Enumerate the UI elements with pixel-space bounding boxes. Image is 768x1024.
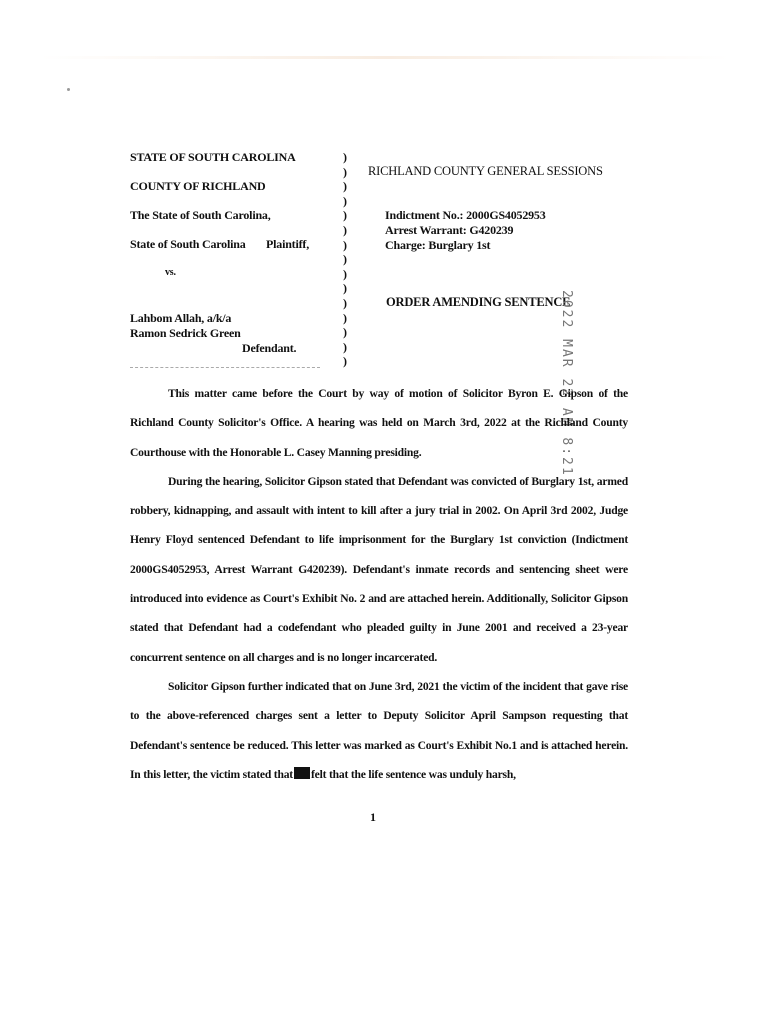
charge: Charge: Burglary 1st [385,238,491,252]
page-number: 1 [370,810,376,824]
order-title: ORDER AMENDING SENTENCE [386,295,571,309]
paragraph-3-part-b: felt that the life sentence was unduly harsh, [310,767,516,781]
state-heading: STATE OF SOUTH CAROLINA [130,150,296,164]
caption-divider: ) ) ) ) ) ) ) ) ) ) ) ) ) ) ) [343,150,347,369]
filing-stamp: 2022 MAR 22 AM 8:21 [559,290,574,477]
party-one: The State of South Carolina, [130,208,271,222]
court-heading: RICHLAND COUNTY GENERAL SESSIONS [368,164,603,178]
defendant-name-line2: Ramon Sedrick Green [130,326,241,340]
paragraph-1: This matter came before the Court by way of motion of Solicitor Byron E. Gipson of the Richland County Solicitor's Office. A hearing was held on March 3rd, 2022 at the Richland County Courthouse with the Honorable L. Casey Manning presiding. [130,387,628,459]
county-heading: COUNTY OF RICHLAND [130,179,266,193]
redaction-block [294,767,310,779]
scan-artifact [40,56,730,59]
defendant-role: Defendant. [242,341,297,355]
arrest-warrant: Arrest Warrant: G420239 [385,223,514,237]
paragraph-2: During the hearing, Solicitor Gipson stated that Defendant was convicted of Burglary 1st, armed robbery, kidnapping, and assault with intent to kill after a jury trial in 2002. On April 3rd 2002, Judge Henry Floyd sentenced Defendant to life imprisonment for the Burglary 1st conviction (Indictment 2000GS4052953, Arrest Warrant G420239). Defendant's inmate records and sentencing sheet were introduced into evidence as Court's Exhibit No. 2 and are attached herein. Additionally, Solicitor Gipson stated that Defendant had a codefendant who pleaded guilty in June 2001 and received a 23-year concurrent sentence on all charges and is no longer incarcerated. [130,474,628,664]
scan-speck [67,88,70,91]
party-two-role: Plaintiff, [266,237,309,251]
defendant-name-line1: Lahbom Allah, a/k/a [130,311,232,325]
caption-rule [130,367,320,368]
versus: vs. [165,267,176,278]
indictment-number: Indictment No.: 2000GS4052953 [385,208,546,222]
paragraph-3-part-a: Solicitor Gipson further indicated that on June 3rd, 2021 the victim of the incident that gave rise to the above-referenced charges sent a letter to Deputy Solicitor April Sampson requesting that Defendant's sentence be reduced. This letter was marked as Court's Exhibit No.1 and is attached herein. In this letter, the victim stated that [130,679,628,781]
party-two-name: State of South Carolina [130,237,246,251]
paragraph-3 [130,672,628,789]
order-body [130,379,628,789]
